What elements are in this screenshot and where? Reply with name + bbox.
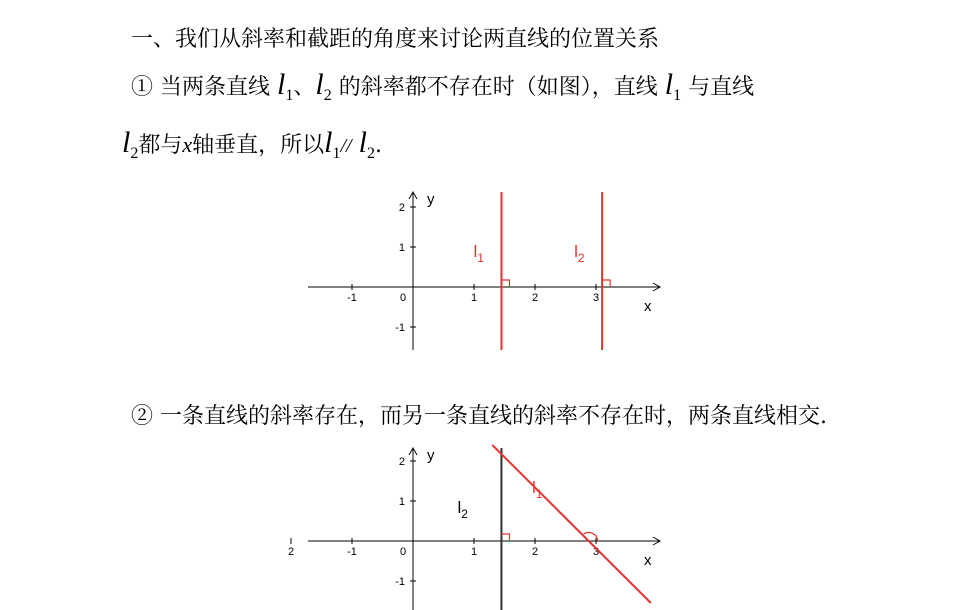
y-tick-label: 1 (398, 242, 405, 254)
series-label-sub: 2 (461, 507, 468, 521)
right-angle-marker (602, 280, 610, 287)
series-label-l2: $l_2$ (574, 242, 585, 265)
l1-symbol: l (277, 68, 286, 101)
case1-marker: ① (131, 75, 154, 100)
x-axis-label: x (644, 552, 652, 569)
x-tick-label: 2 (531, 292, 539, 304)
heading-text: 一、我们从斜率和截距的角度来讨论两直线的位置关系 (131, 27, 660, 52)
series-label-sub: 1 (477, 251, 484, 265)
l2-sub-3: 2 (366, 145, 375, 162)
x-axis-label: x (644, 298, 652, 315)
y-tick-label: 1 (398, 496, 405, 508)
sep: 、 (293, 75, 316, 100)
l2-symbol-3: l (358, 126, 367, 159)
l2-symbol: l (315, 68, 324, 101)
case1-text-b: 的斜率都不存在时（如图），直线 (338, 75, 658, 100)
case2-marker: ② (131, 404, 154, 429)
l1-symbol-3: l (324, 126, 333, 159)
series-label-l1: $l_1$ (473, 242, 484, 265)
l1-symbol-2: l (664, 68, 674, 101)
y-tick-label: 2 (398, 202, 405, 214)
case1-text-e: 轴垂直，所以 (192, 133, 325, 158)
y-tick-label: -1 (395, 576, 405, 588)
chart-2 (288, 445, 660, 610)
x-tick-label: 0 (399, 546, 407, 558)
case2-text: 一条直线的斜率存在，而另一条直线的斜率不存在时，两条直线相交. (160, 404, 828, 429)
x-tick-label: 2 (531, 546, 539, 558)
l2-symbol-2: l (122, 126, 131, 159)
x-tick-label: 1 (470, 546, 478, 558)
right-angle-marker (501, 280, 509, 287)
l1-sub: 1 (285, 87, 294, 104)
series-line-l1 (492, 445, 651, 603)
period: . (374, 133, 382, 158)
case1-text-d: 都与 (138, 133, 183, 158)
l2-sub-2: 2 (130, 145, 139, 162)
l2-sub: 2 (323, 87, 332, 104)
x-variable: x (182, 132, 193, 157)
x-tick-label: -1 (347, 546, 357, 558)
y-axis-label: y (427, 447, 435, 464)
series-label-l1: $l_1$ (531, 478, 543, 501)
x-tick-label: 1 (470, 292, 478, 304)
y-tick-label: 2 (398, 456, 405, 468)
case1-text-c: 与直线 (688, 75, 755, 100)
x-tick-label: 0 (399, 292, 407, 304)
case1-text-a: 当两条直线 (160, 75, 271, 100)
series-label-l2: $l_2$ (457, 498, 468, 521)
series-label-sub: 2 (577, 251, 585, 265)
parallel-symbol: // (340, 135, 352, 157)
chart-1 (308, 191, 660, 350)
y-axis-label: y (427, 191, 435, 208)
series-label-sub: 1 (535, 487, 543, 501)
x-tick-label: 3 (592, 292, 600, 304)
l1-sub-2: 1 (673, 87, 682, 104)
x-tick-label: 2 (287, 546, 295, 558)
x-tick-label: -1 (347, 292, 357, 304)
y-tick-label: -1 (395, 322, 405, 334)
l1-sub-3: 1 (332, 145, 341, 162)
right-angle-marker (501, 534, 509, 541)
x-tick-label: 3 (592, 546, 600, 558)
